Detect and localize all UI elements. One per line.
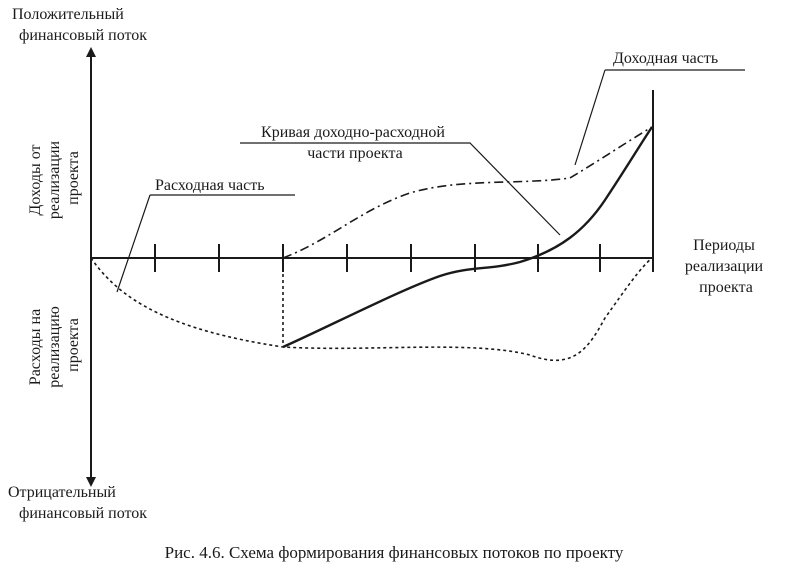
negative-flow-label: Отрицательный финансовый поток [8, 484, 148, 522]
expense-axis-label: Расходы на реализацию проекта [27, 306, 82, 388]
expense-curve [91, 258, 652, 360]
expense-part-label: Расходная часть [155, 177, 265, 194]
income-part-leader [575, 70, 745, 165]
positive-flow-label: Положительный финансовый поток [12, 6, 148, 44]
net-curve-label: Кривая доходно-расходной части проекта [261, 124, 445, 162]
expense-part-leader [117, 195, 295, 292]
figure-caption: Рис. 4.6. Схема формирования финансовых потоков по проекту [164, 543, 624, 562]
income-axis-label: Доходы от реализации проекта [27, 140, 82, 220]
periods-label: Периоды реализации проекта [684, 237, 764, 296]
income-part-label: Доходная часть [613, 50, 719, 67]
